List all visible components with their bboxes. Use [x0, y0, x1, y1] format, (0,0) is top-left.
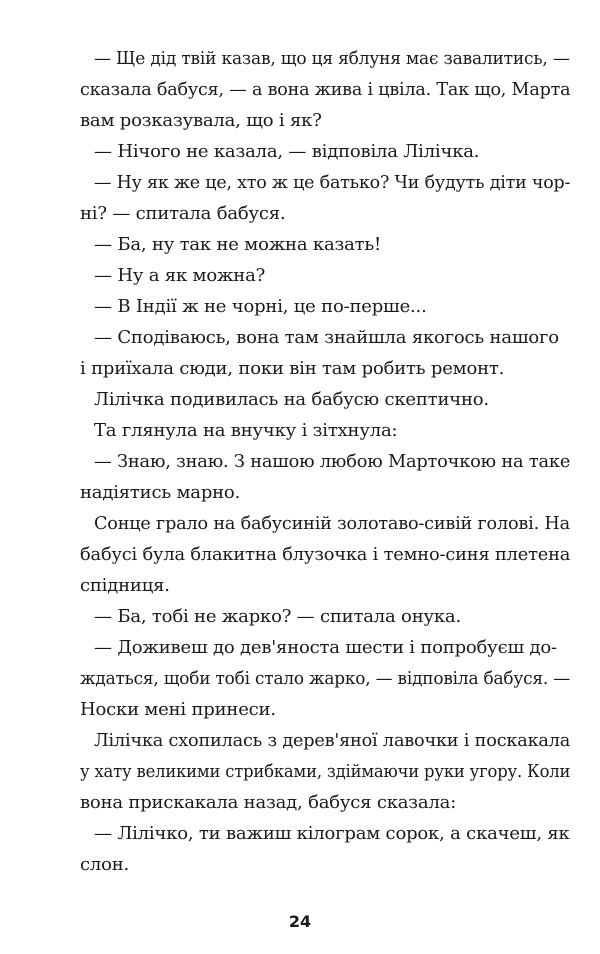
text-line: — Нічого не казала, — відповіла Лілічка. [94, 141, 480, 162]
text-line: — Лілічко, ти важиш кілограм сорок, а скачеш, як [94, 823, 570, 844]
text-line: Сонце грало на бабусиній золотаво-сивій голові. На [94, 513, 570, 534]
text-line: сказала бабуся, — а вона жива і цвіла. Так що, Марта [80, 79, 571, 100]
text-line: — В Індії ж не чорні, це по-перше... [94, 296, 427, 317]
text-line: ні? — спитала бабуся. [80, 203, 286, 224]
text-line: Носки мені принеси. [80, 699, 276, 720]
text-line: бабусі була блакитна блузочка і темно-синя плетена [80, 544, 571, 565]
text-line: вам розказувала, що і як? [80, 110, 322, 131]
page-number: 24 [288, 912, 312, 931]
text-line: — Сподіваюсь, вона там знайшла якогось нашого [94, 327, 559, 348]
text-line: ждаться, щоби тобі стало жарко, — відповіла бабуся. — [80, 668, 570, 689]
text-line: надіятись марно. [80, 482, 241, 503]
text-line: — Ну а як можна? [94, 265, 266, 286]
text-line: — Ну як же це, хто ж це батько? Чи будуть діти чор- [94, 172, 571, 193]
text-line: Лілічка подивилась на бабусю скептично. [94, 389, 489, 410]
text-line: — Доживеш до дев'яноста шести і попробуєш до- [94, 637, 557, 658]
text-line: — Ще дід твій казав, що ця яблуня має завалитись, — [94, 48, 570, 69]
text-line: Та глянула на внучку і зітхнула: [94, 420, 398, 441]
text-line: і приїхала сюди, поки він там робить ремонт. [80, 358, 505, 379]
text-line: вона прискакала назад, бабуся сказала: [80, 792, 457, 813]
text-line: у хату великими стрибками, здіймаючи руки угору. Коли [80, 761, 571, 782]
text-line: — Знаю, знаю. З нашою любою Марточкою на таке [94, 451, 571, 472]
text-line: слон. [80, 854, 130, 875]
text-line: — Ба, тобі не жарко? — спитала онука. [94, 606, 461, 627]
text-line: спідниця. [80, 575, 170, 596]
text-line: — Ба, ну так не можна казать! [94, 234, 382, 255]
text-line: Лілічка схопилась з дерев'яної лавочки і поскакала [94, 730, 571, 751]
